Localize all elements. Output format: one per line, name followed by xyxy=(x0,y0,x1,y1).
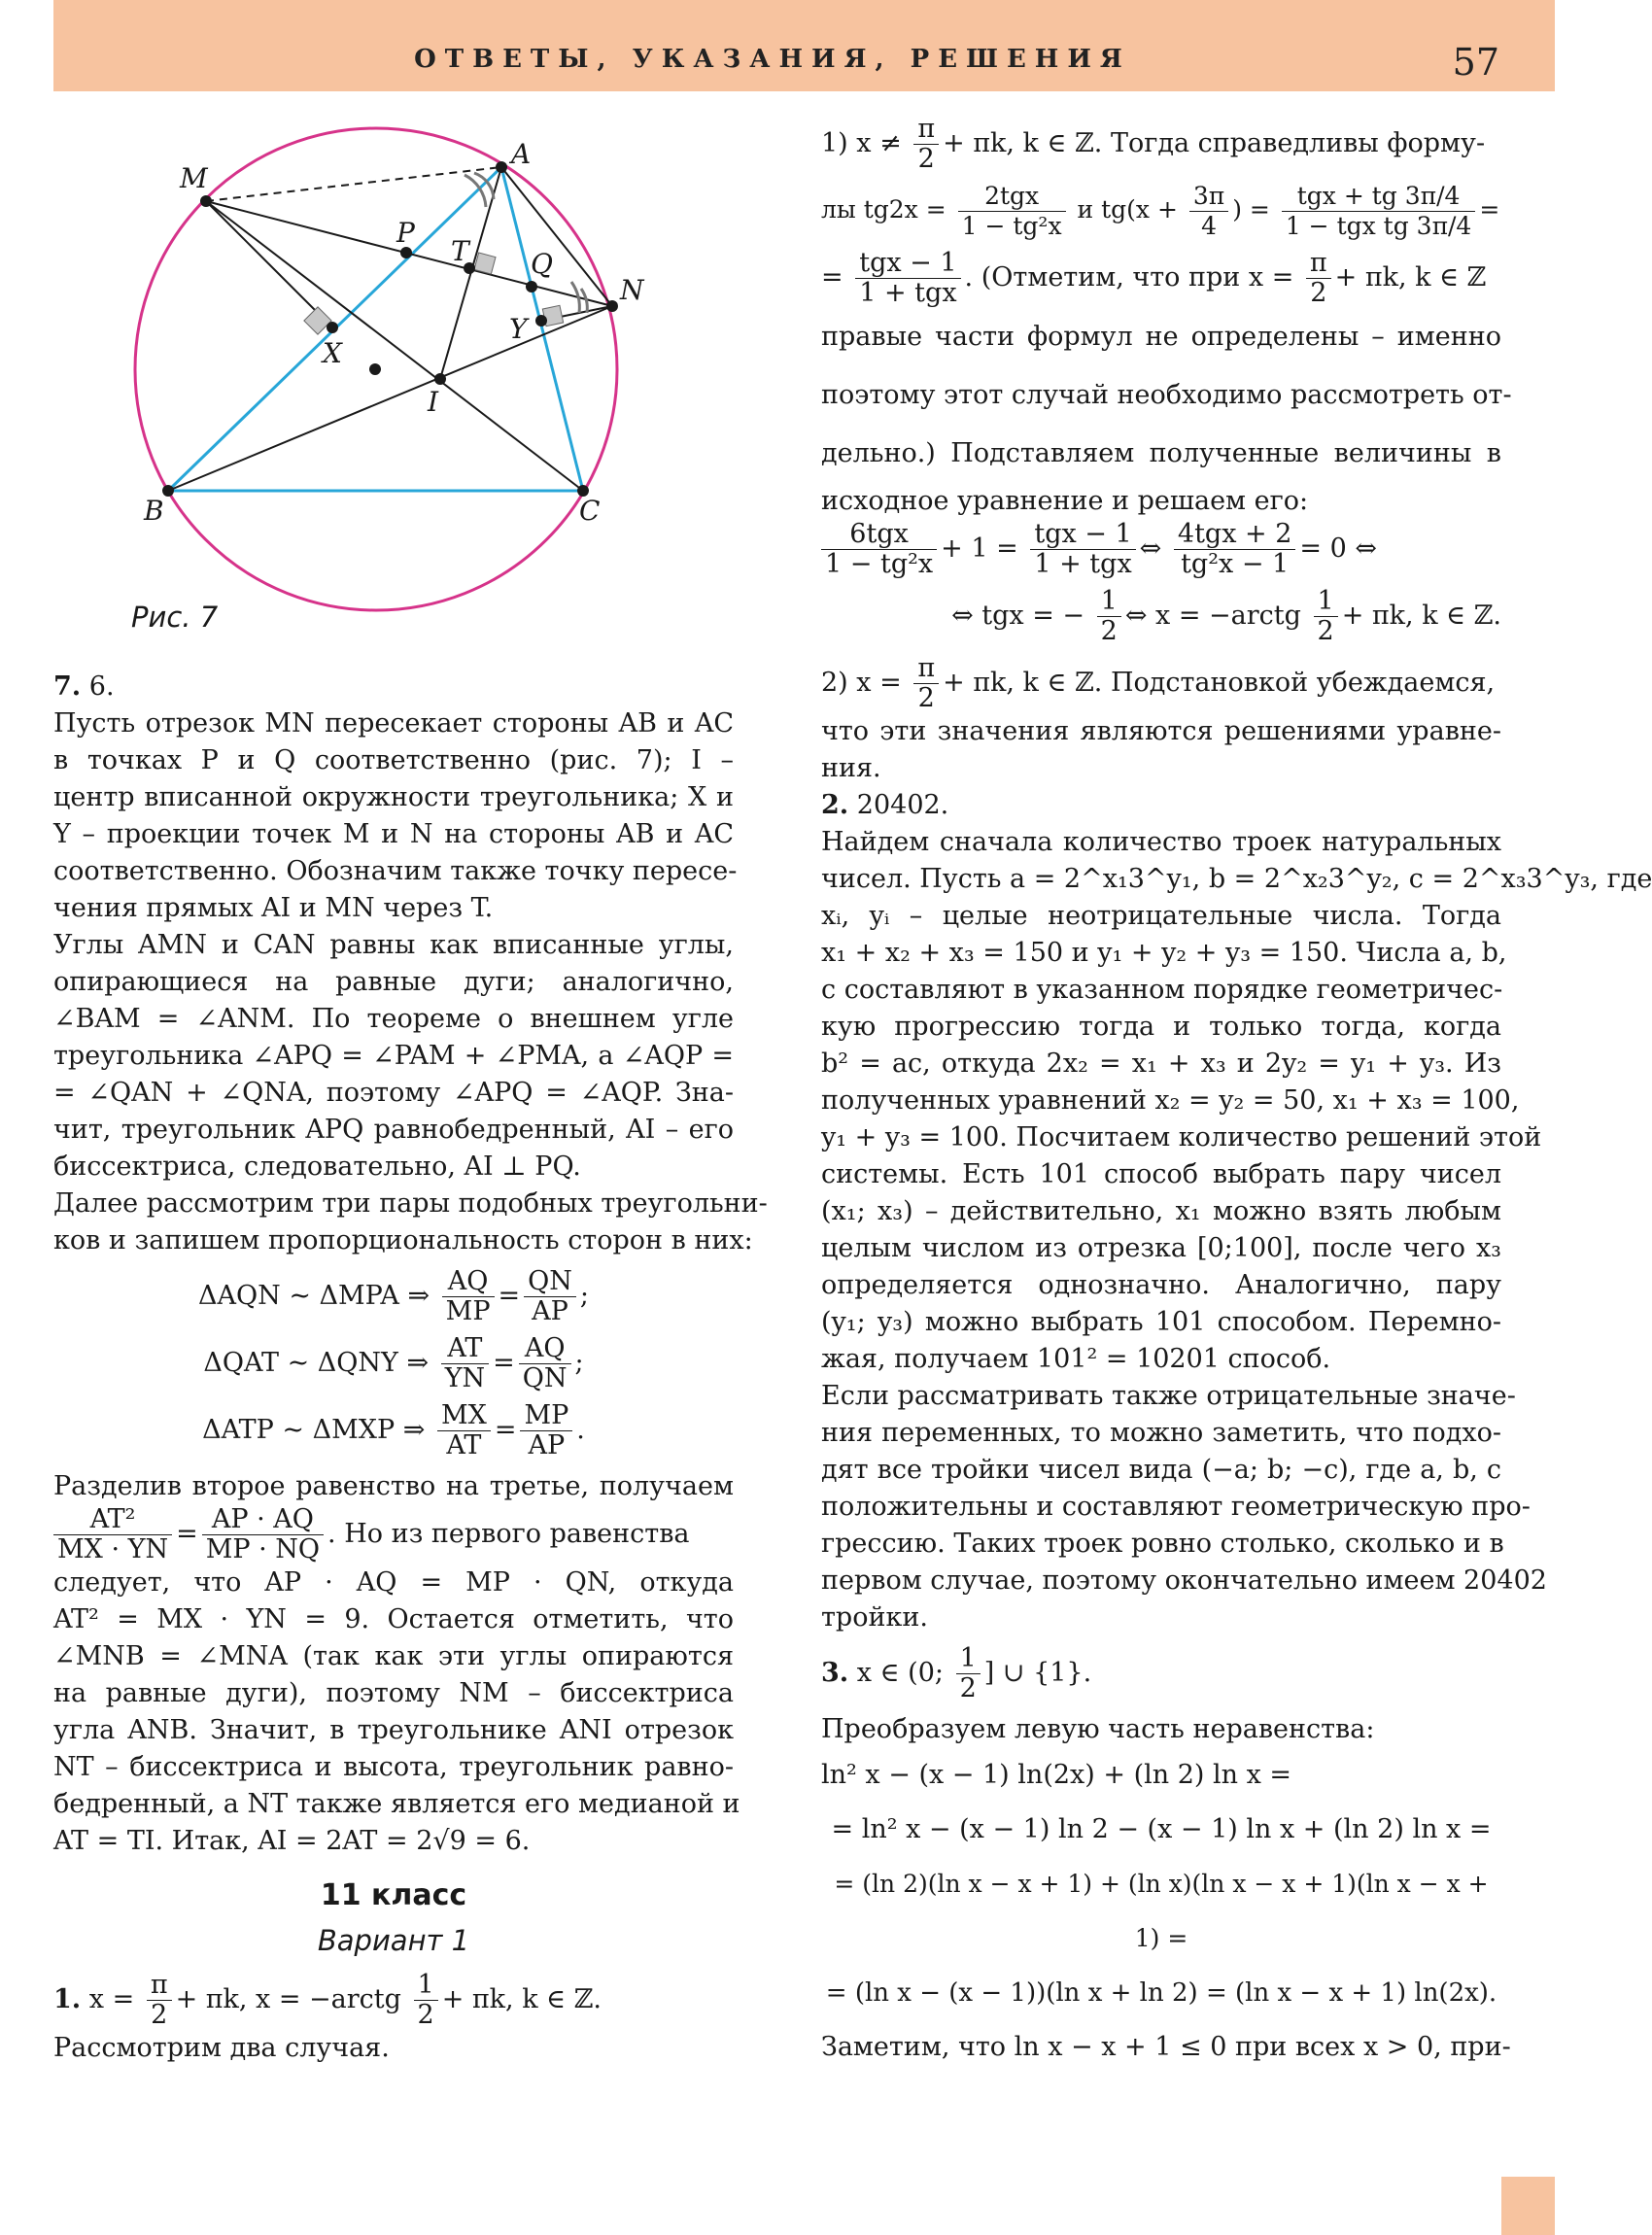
text-line: = ∠QAN + ∠QNA, поэтому ∠APQ = ∠AQP. Зна- xyxy=(53,1078,734,1108)
label-c: C xyxy=(579,495,601,527)
similarity-equation-2: ΔQAT ~ ΔQNY ⇒ $\frac{AT}{YN}$ = $\frac{AQ}{QN}$ ; xyxy=(203,1333,584,1393)
point-center xyxy=(369,363,381,375)
text-line: Пусть отрезок MN пересекает стороны AB и AC xyxy=(53,708,734,739)
ratio-line: $\frac{\text{AT²}}{MX \cdot YN}$ = $\frac{AP \cdot AQ}{MP \cdot NQ}$ . Но из первого равенства xyxy=(53,1505,734,1564)
similarity-equation-3: ΔATP ~ ΔMXP ⇒ $\frac{MX}{AT}$ = $\frac{MP}{AP}$ . xyxy=(202,1400,585,1461)
problem-3-answer: 3. x ∈ (0; $\frac{1}{2}$ ] ∪ {1}. xyxy=(821,1643,1092,1703)
text-line: поэтому этот случай необходимо рассмотреть от- xyxy=(821,380,1512,410)
text-line: b² = ac, откуда 2x₂ = x₁ + x₃ и 2y₂ = y₁ + y₃. Из xyxy=(821,1049,1501,1079)
text-line: Рассмотрим два случая. xyxy=(53,2033,390,2063)
text-line: Найдем сначала количество троек натуральных xyxy=(821,827,1501,857)
point-n xyxy=(606,300,618,312)
text-line: ∠BAM = ∠ANM. По теореме о внешнем угле xyxy=(53,1004,734,1034)
text-line: системы. Есть 101 способ выбрать пару чисел xyxy=(821,1159,1501,1189)
geometry-figure xyxy=(117,117,644,622)
text-line: угла ANB. Значит, в треугольнике ANI отрезок xyxy=(53,1715,734,1745)
text-line: первом случае, поэтому окончательно имеем 20402 xyxy=(821,1565,1547,1596)
equation-line: = ln² x − (x − 1) ln 2 − (x − 1) ln x + (ln 2) ln x = xyxy=(831,1814,1492,1844)
label-i: I xyxy=(428,386,439,418)
text-line: ков и запишем пропорциональность сторон в них: xyxy=(53,1225,753,1255)
problem-2-heading: 2. 20402. xyxy=(821,790,949,820)
problem-1-answer: 1. x = $\frac{\pi}{2}$ + πk, x = −arctg $\frac{1}{2}$ + πk, k ∈ ℤ. xyxy=(53,1970,602,2030)
equation-line: ⇔ tgx = − $\frac{1}{2}$ ⇔ x = −arctg $\frac{1}{2}$ + πk, k ∈ ℤ. xyxy=(951,586,1501,646)
text-line: (y₁; y₃) можно выбрать 101 способом. Перемно- xyxy=(821,1307,1501,1337)
text-line: положительны и составляют геометрическую про- xyxy=(821,1492,1531,1522)
header-title: ОТВЕТЫ, УКАЗАНИЯ, РЕШЕНИЯ xyxy=(414,45,1131,74)
segment-mx xyxy=(206,201,332,327)
equation-line: = (ln 2)(ln x − x + 1) + (ln x)(ln x − x + 1)(ln x − x + 1) = xyxy=(834,1870,1489,1952)
text-line: центр вписанной окружности треугольника; X и xyxy=(53,782,734,812)
text-line: AT² = MX · YN = 9. Остается отметить, что xyxy=(53,1604,734,1634)
label-b: B xyxy=(144,495,164,527)
right-angle-t xyxy=(474,253,496,274)
point-a xyxy=(496,161,507,173)
text-line: исходное уравнение и решаем его: xyxy=(821,486,1309,516)
text-line: AT = TI. Итак, AI = 2AT = 2√9 = 6. xyxy=(53,1826,531,1856)
formula-line: лы tg2x = $\frac{\text{2tgx}}{\text{1 − tg²x}}$ и tg(x + $\frac{3\pi}{4}$ ) = $\frac{\text{tgx + tg 3π/4}}{\text{1 − tgx tg 3π/4}}$ = xyxy=(821,182,1500,240)
case-2-line: 2) x = $\frac{\pi}{2}$ + πk, k ∈ ℤ. Подстановкой убеждаемся, xyxy=(821,653,1496,713)
right-column xyxy=(821,114,1652,2075)
text-line: правые части формул не определены – именно xyxy=(821,322,1501,352)
text-line: бедренный, а NT также является его медианой и xyxy=(53,1789,740,1819)
label-m: M xyxy=(180,162,208,194)
text-line: чения прямых AI и MN через T. xyxy=(53,893,494,923)
text-line: c составляют в указанном порядке геометричес- xyxy=(821,975,1503,1005)
text-line: ∠MNB = ∠MNA (так как эти углы опираются xyxy=(53,1641,734,1671)
equation-line: = (ln x − (x − 1))(ln x + ln 2) = (ln x − x + 1) ln(2x). xyxy=(825,1978,1497,2008)
text-line: определяется однозначно. Аналогично, пару xyxy=(821,1270,1501,1300)
point-y xyxy=(535,315,547,327)
text-line: Заметим, что ln x − x + 1 ≤ 0 при всех x > 0, при- xyxy=(821,2032,1511,2062)
label-n: N xyxy=(620,274,644,306)
text-line: xᵢ, yᵢ – целые неотрицательные числа. Тогда xyxy=(821,901,1501,931)
text-line: что эти значения являются решениями уравне- xyxy=(821,716,1501,746)
text-line: жая, получаем 101² = 10201 способ. xyxy=(821,1344,1331,1374)
page-header xyxy=(53,0,1555,91)
page-number: 57 xyxy=(1452,41,1499,84)
point-x xyxy=(327,322,338,333)
text-line: дельно.) Подставляем полученные величины в xyxy=(821,438,1501,468)
label-x: X xyxy=(323,337,342,369)
text-line: следует, что AP · AQ = MP · QN, откуда xyxy=(53,1567,734,1598)
text-line: биссектриса, следовательно, AI ⊥ PQ. xyxy=(53,1152,581,1182)
text-line: соответственно. Обозначим также точку пересе- xyxy=(53,856,738,886)
point-m xyxy=(200,195,212,207)
text-line: грессию. Таких троек ровно столько, сколько и в xyxy=(821,1529,1504,1559)
text-line: в точках P и Q соответственно (рис. 7); I – xyxy=(53,745,734,775)
label-p: P xyxy=(396,217,415,249)
text-line: ния переменных, то можно заметить, что подхо- xyxy=(821,1418,1501,1448)
label-q: Q xyxy=(531,248,553,280)
text-line: целым числом из отрезка [0;100], после чего x₃ xyxy=(821,1233,1501,1263)
text-line: дят все тройки чисел вида (−a; b; −c), где a, b, c xyxy=(821,1455,1501,1485)
label-a: A xyxy=(511,138,532,170)
text-line: x₁ + x₂ + x₃ = 150 и y₁ + y₂ + y₃ = 150. Числа a, b, xyxy=(821,938,1507,968)
text-line: Разделив второе равенство на третье, получаем xyxy=(53,1471,734,1501)
text-line: Y – проекции точек M и N на стороны AB и AC xyxy=(53,819,734,849)
corner-tab xyxy=(1501,2177,1555,2235)
text-line: Углы AMN и CAN равны как вписанные углы, xyxy=(53,930,734,960)
text-line: кую прогрессию тогда и только тогда, когда xyxy=(821,1012,1501,1042)
text-line: (x₁; x₃) – действительно, x₁ можно взять любым xyxy=(821,1196,1501,1226)
label-y: Y xyxy=(509,313,528,345)
angle-arc-n xyxy=(581,289,587,313)
text-line: чит, треугольник APQ равнобедренный, AI – его xyxy=(53,1115,734,1145)
point-b xyxy=(162,485,174,497)
label-t: T xyxy=(451,235,469,267)
point-q xyxy=(526,281,537,292)
text-line: чисел. Пусть a = 2^x₁3^y₁, b = 2^x₂3^y₂, c = 2^x₃3^y₃, где xyxy=(821,864,1652,894)
text-line: y₁ + y₃ = 100. Посчитаем количество решений этой xyxy=(821,1122,1542,1152)
similarity-equation-1: ΔAQN ~ ΔMPA ⇒ $\frac{AQ}{MP}$ = $\frac{QN}{AP}$ ; xyxy=(197,1266,589,1326)
text-line: Преобразуем левую часть неравенства: xyxy=(821,1714,1375,1744)
text-line: полученных уравнений x₂ = y₂ = 50, x₁ + x₃ = 100, xyxy=(821,1085,1520,1116)
equation-line: ln² x − (x − 1) ln(2x) + (ln 2) ln x = xyxy=(821,1760,1292,1790)
formula-line: = $\frac{\text{tgx − 1}}{\text{1 + tgx}}$ . (Отметим, что при x = $\frac{\pi}{2}$ + πk, k ∈ ℤ xyxy=(821,248,1487,308)
text-line: NT – биссектриса и высота, треугольник равно- xyxy=(53,1752,734,1782)
text-line: треугольника ∠APQ = ∠PAM + ∠PMA, а ∠AQP = xyxy=(53,1041,734,1071)
case-1-line: 1) x ≠ $\frac{\pi}{2}$ + πk, k ∈ ℤ. Тогда справедливы форму- xyxy=(821,114,1486,174)
problem-7-heading: 7. 6. xyxy=(53,671,115,702)
text-line: тройки. xyxy=(821,1602,928,1633)
segment-mc xyxy=(206,201,583,491)
text-line: ния. xyxy=(821,753,881,783)
text-line: опирающиеся на равные дуги; аналогично, xyxy=(53,967,734,997)
point-i xyxy=(434,373,446,385)
left-column xyxy=(53,669,768,2067)
segment-ma xyxy=(206,167,501,201)
figure-caption: Рис. 7 xyxy=(131,601,219,634)
equation-line: $\frac{\text{6tgx}}{\text{1 − tg²x}}$ + 1 = $\frac{\text{tgx − 1}}{\text{1 + tgx}}$ ⇔ $\frac{\text{4tgx + 2}}{\text{tg²x − 1}}$ = 0 ⇔ xyxy=(821,520,1501,579)
text-line: Если рассматривать также отрицательные значе- xyxy=(821,1381,1516,1411)
text-line: Далее рассмотрим три пары подобных треугольни- xyxy=(53,1188,768,1219)
grade-heading: 11 класс xyxy=(320,1878,467,1912)
variant-heading: Вариант 1 xyxy=(317,1924,470,1957)
text-line: на равные дуги), поэтому NM – биссектриса xyxy=(53,1678,734,1708)
